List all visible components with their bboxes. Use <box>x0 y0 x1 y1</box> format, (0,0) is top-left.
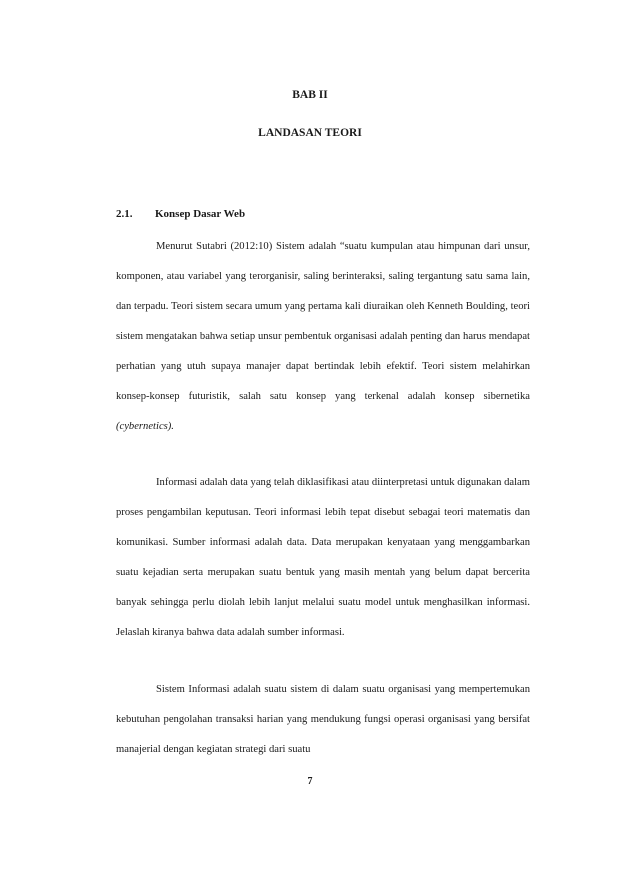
paragraph-informasi: Informasi adalah data yang telah diklasifikasi atau diinterpretasi untuk digunakan dalam proses pengambilan keputusan. Teori informasi lebih tepat disebut sebagai teori matematis dan komunikasi. Sumber informasi adalah data. Data merupakan kenyataan yang menggambarkan suatu kejadian serta merupakan suatu bentuk yang masih mentah yang belum dapat bercerita banyak sehingga perlu diolah lebih lanjut melalui suatu model untuk menghasilkan informasi. Jelaslah kiranya bahwa data adalah sumber informasi. <box>116 477 530 638</box>
section-number: 2.1. <box>116 208 133 220</box>
section-title: Konsep Dasar Web <box>155 208 246 220</box>
paragraph-sistem-informasi: Sistem Informasi adalah suatu sistem di dalam suatu organisasi yang mempertemukan kebutuhan pengolahan transaksi harian yang mendukung fungsi operasi organisasi yang bersifat manajerial dengan kegiatan strategi dari suatu <box>116 684 530 755</box>
paragraph-sistem <box>116 232 530 442</box>
chapter-label: BAB II <box>292 89 328 101</box>
page-number: 7 <box>307 776 313 787</box>
term-cybernetics: (cybernetics). <box>116 421 174 432</box>
chapter-title: LANDASAN TEORI <box>258 127 362 139</box>
paragraph-text: Menurut Sutabri (2012:10) Sistem adalah “suatu kumpulan atau himpunan dari unsur, komponen, atau variabel yang terorganisir, saling berinteraksi, saling tergantung satu sama lain, dan terpadu. Teori sistem secara umum yang pertama kali diuraikan oleh Kenneth Boulding, teori sistem mengatakan bahwa setiap unsur pembentuk organisasi adalah penting dan harus mendapat perhatian yang utuh supaya manajer dapat bertindak lebih efektif. Teori sistem melahirkan konsep-konsep futuristik, salah satu konsep yang terkenal adalah konsep sibernetika <box>116 241 530 402</box>
